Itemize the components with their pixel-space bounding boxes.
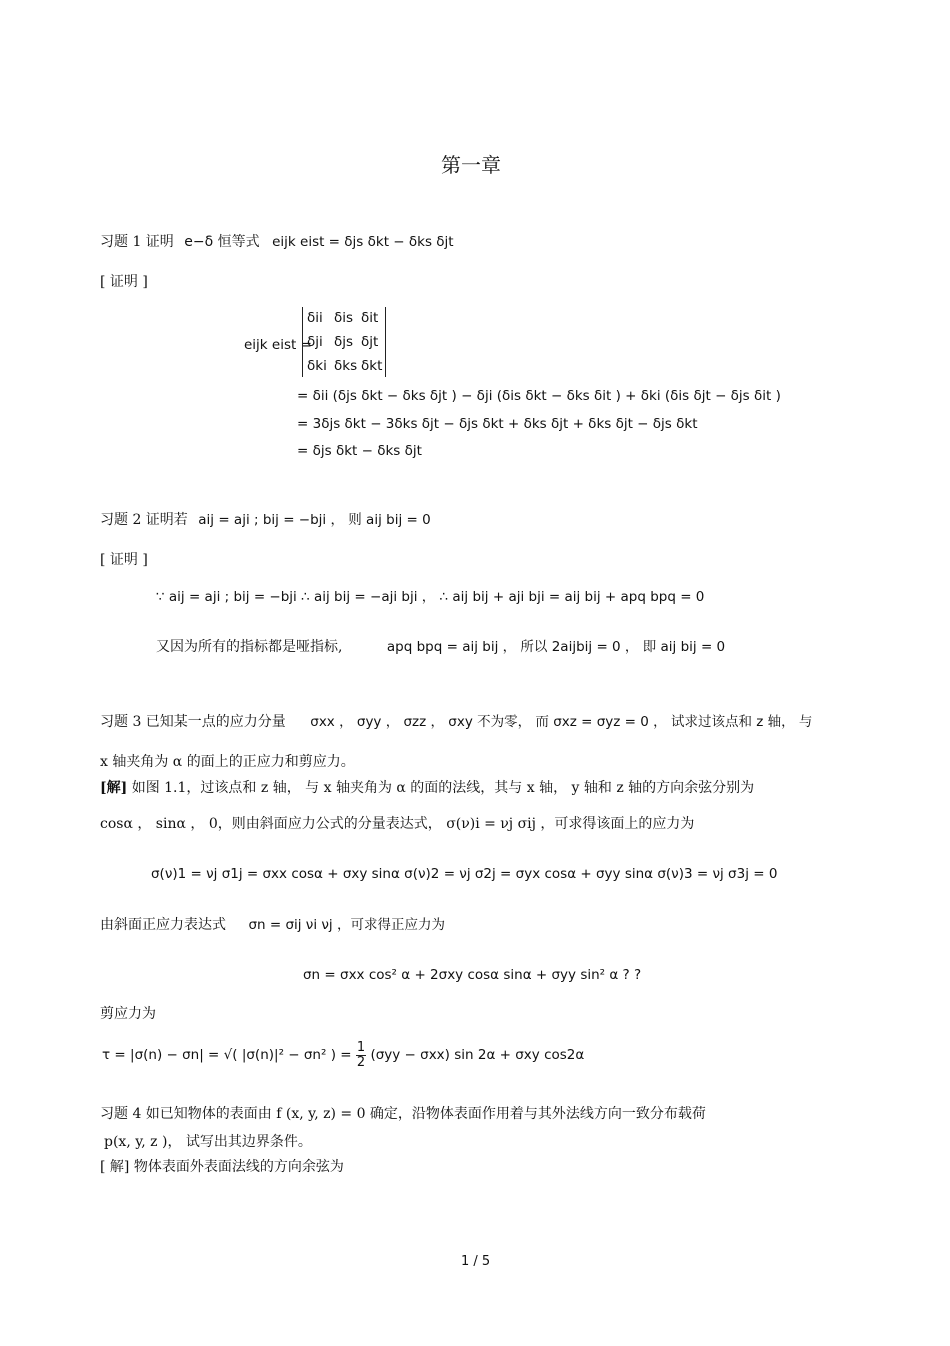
solution-3-line-1: [100, 779, 754, 797]
solution-3-text: 如图 1.1，过该点和 z 轴， 与 x 轴夹角为 α 的面的法线，其与 x 轴， y 轴和 z 轴的方向余弦分别为: [131, 780, 755, 796]
normal-stress-formula: σn = σij νi νj ，可求得正应力为: [248, 917, 445, 933]
problem-2-heading: [100, 511, 431, 529]
det-cell: δjt: [361, 334, 379, 350]
normal-stress-result: σn = σxx cos² α + 2σxy cosα sinα + σyy sin² α ? ?: [303, 967, 642, 983]
problem-4-line-2: p(x, y, z )， 试写出其边界条件。: [104, 1134, 312, 1150]
det-cell: δji: [307, 334, 323, 350]
proof-2-line-1: ∵ aij = aji ; bij = −bji ∴ aij bij = −aji bji ， ∴ aij bij + aji bji = aij bij + apq bpq = 0: [156, 589, 705, 605]
proof-2-conclusion: apq bpq = aij bij ， 所以 2aijbij = 0 ， 即 aij bij = 0: [386, 639, 726, 655]
problem-3-line-1: [100, 713, 812, 731]
normal-stress-intro: [100, 916, 445, 934]
det-cell: δkt: [361, 358, 383, 374]
shear-stress-rhs: (σyy − σxx) sin 2α + σxy cos2α: [370, 1047, 585, 1063]
det-cell: δii: [307, 310, 323, 326]
expansion-line-1: = δii (δjs δkt − δks δjt ) − δji (δis δkt − δks δit ) + δki (δis δjt − δjs δit ): [297, 388, 781, 404]
stress-vector-components: σ(ν)1 = νj σ1j = σxx cosα + σxy sinα σ(ν)2 = νj σ2j = σyx cosα + σyy sinα σ(ν)3 = νj σ3j = 0: [151, 866, 778, 882]
problem-1-label: 习题 1 证明: [100, 234, 174, 250]
fraction-denominator: 2: [356, 1054, 366, 1070]
stress-components: σxx ， σyy ， σzz ， σxy 不为零， 而 σxz = σyz = 0 ， 试求过该点和 z 轴， 与: [310, 714, 813, 730]
page-number: 1 / 5: [461, 1254, 491, 1269]
det-cell: δks: [334, 358, 358, 374]
problem-4-solution-intro: [ 解] 物体表面外表面法线的方向余弦为: [100, 1159, 344, 1175]
shear-stress-label: 剪应力为: [100, 1006, 156, 1022]
identity-word: 恒等式: [217, 234, 260, 250]
expansion-line-2: = 3δjs δkt − 3δks δjt − δjs δkt + δks δjt + δks δjt − δjs δkt: [297, 416, 698, 432]
shear-stress-formula: [102, 1038, 584, 1072]
identity-name: e−δ: [184, 234, 214, 250]
determinant-lhs: eijk eist =: [244, 337, 312, 353]
problem-4-line-1: 习题 4 如已知物体的表面由 f (x, y, z) = 0 确定，沿物体表面作用着与其外法线方向一致分布载荷: [100, 1106, 706, 1122]
det-cell: δis: [334, 310, 354, 326]
identity-formula: eijk eist = δjs δkt − δks δjt: [272, 234, 454, 250]
problem-2-statement: aij = aji ; bij = −bji ， 则 aij bij = 0: [198, 512, 431, 528]
shear-stress-lhs: τ = |σ(n) − σn| = √( |σ(n)|² − σn² ) =: [102, 1047, 352, 1063]
proof-label-2: [ 证明 ]: [100, 552, 148, 568]
problem-2-label: 习题 2 证明若: [100, 512, 188, 528]
det-cell: δit: [361, 310, 379, 326]
problem-3-label: 习题 3 已知某一点的应力分量: [100, 714, 286, 730]
problem-3-line-2: x 轴夹角为 α 的面上的正应力和剪应力。: [100, 754, 355, 770]
problem-1-heading: [100, 233, 454, 251]
det-cell: δki: [307, 358, 327, 374]
det-cell: δjs: [334, 334, 354, 350]
normal-stress-text: 由斜面正应力表达式: [100, 917, 226, 933]
dummy-index-remark: 又因为所有的指标都是哑指标,: [156, 639, 343, 655]
expansion-line-3: = δjs δkt − δks δjt: [297, 443, 422, 459]
solution-3-line-2: cosα ， sinα ， 0，则由斜面应力公式的分量表达式， σ(ν)i = νj σij ，可求得该面上的应力为: [100, 816, 695, 832]
proof-2-line-2: [156, 638, 725, 656]
fraction-numerator: 1: [356, 1039, 366, 1055]
solution-label: [解]: [100, 780, 128, 796]
page-title: 第一章: [441, 153, 501, 177]
proof-label-1: [ 证明 ]: [100, 274, 148, 290]
one-half-fraction: [356, 1041, 366, 1070]
determinant-matrix: [302, 307, 386, 377]
